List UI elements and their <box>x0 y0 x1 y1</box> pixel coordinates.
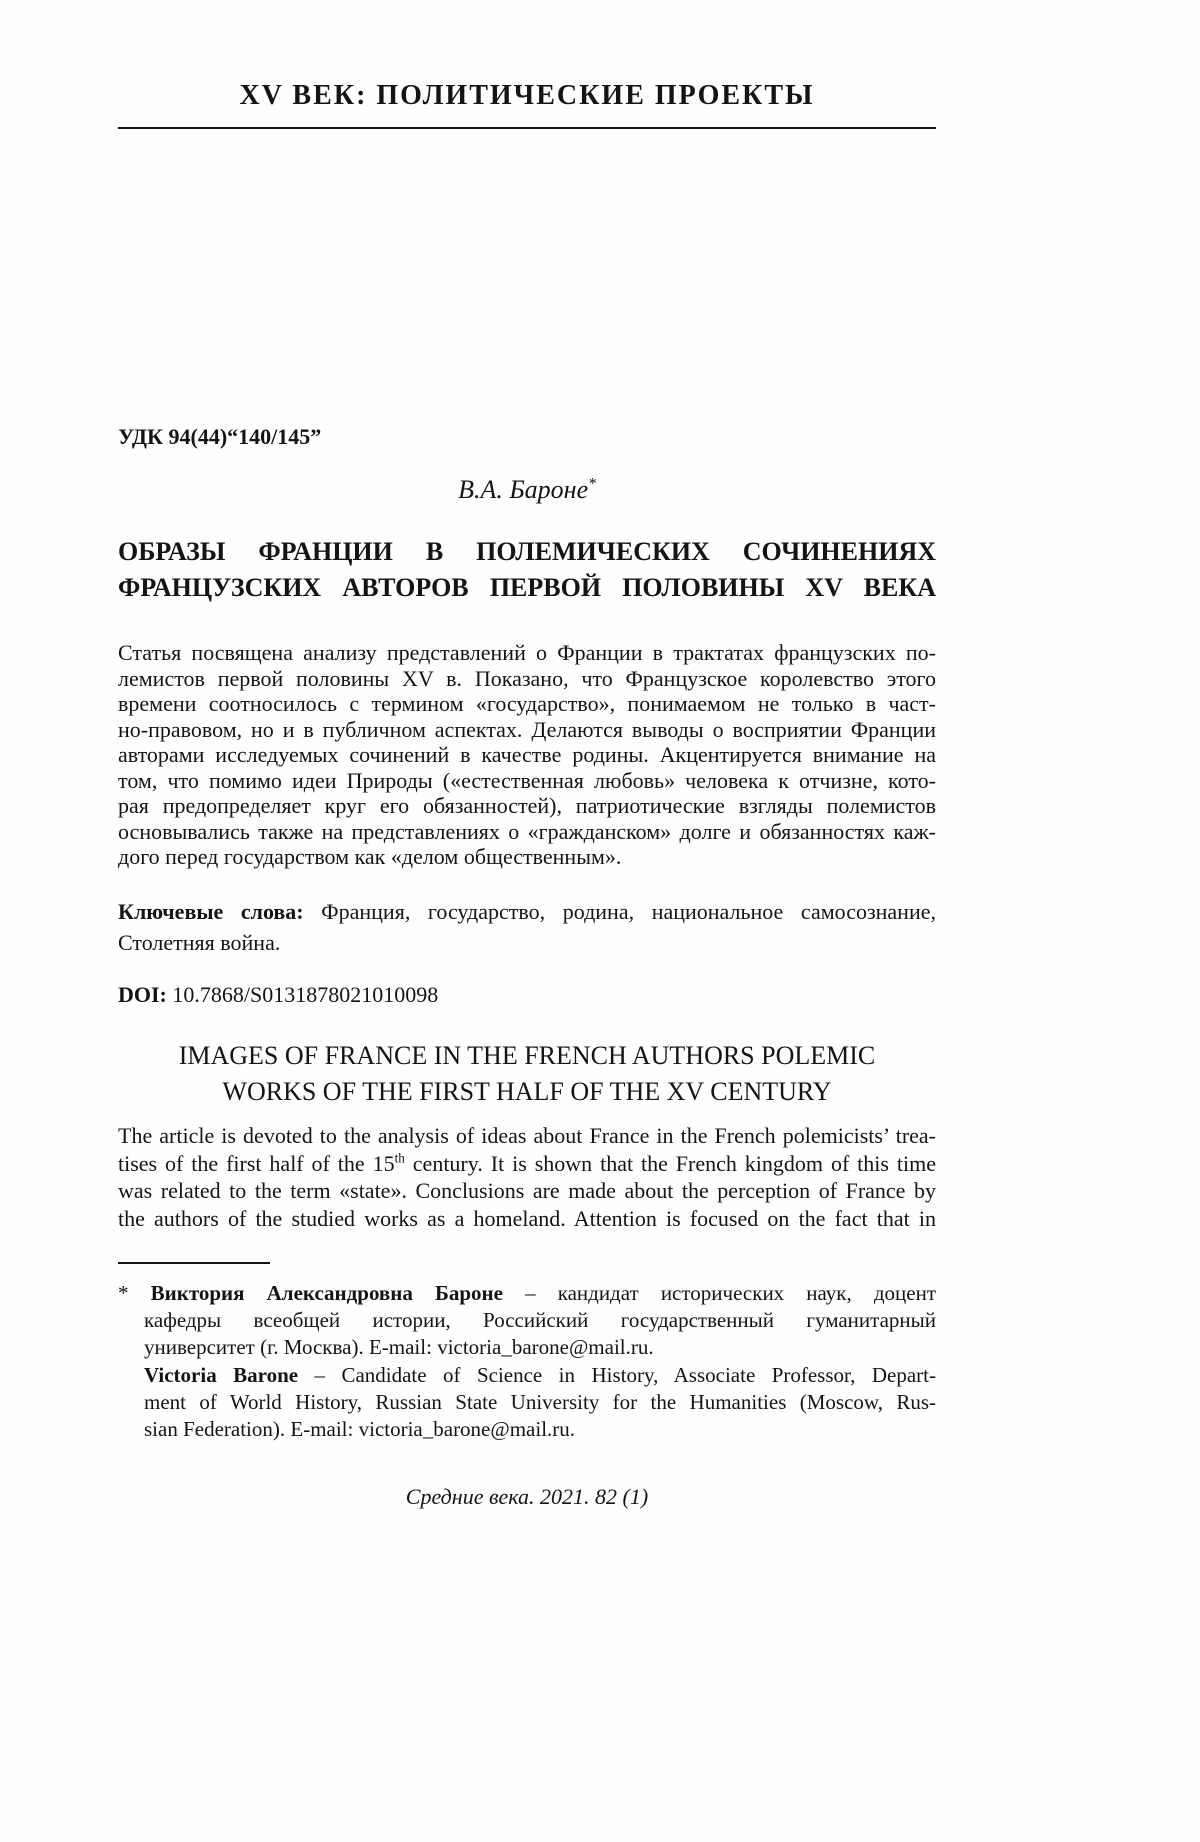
footnote-en <box>144 1362 936 1444</box>
text-line: * Виктория Александровна Бароне – кандидат исторических наук, доцент <box>118 1281 937 1305</box>
doi-value: 10.7868/S0131878021010098 <box>166 982 439 1007</box>
text-line: ФРАНЦУЗСКИХ АВТОРОВ ПЕРВОЙ ПОЛОВИНЫ XV ВЕКА <box>118 573 936 602</box>
text-line: В.А. Бароне* <box>458 475 596 504</box>
text-line: основывались также на представлениях о «гражданском» долге и обязанностях каж- <box>118 818 936 844</box>
text-line: ОБРАЗЫ ФРАНЦИИ В ПОЛЕМИЧЕСКИХ СОЧИНЕНИЯХ <box>118 537 936 566</box>
author-line <box>118 474 936 506</box>
text-line: но-правовом, но и в публичном аспектах. Делаются выводы о восприятии Франции <box>118 716 936 742</box>
text-line: рая предопределяет круг его обязанностей), патриотические взгляды полемистов <box>118 793 936 818</box>
text-line: том, что помимо идеи Природы («естественная любовь» человека к отчизне, кото- <box>118 767 936 793</box>
text-line: Статья посвящена анализу представлений о Франции в трактатах французских по- <box>118 640 936 665</box>
abstract-ru <box>118 640 936 870</box>
text-line: университет (г. Москва). E-mail: victoria_barone@mail.ru. <box>144 1335 654 1360</box>
journal-footer: Средние века. 2021. 82 (1) <box>405 1484 649 1509</box>
footnote <box>118 1280 936 1443</box>
text-line: авторами исследуемых сочинений в качестве родины. Акцентируется внимание на <box>118 742 936 767</box>
keywords <box>118 896 936 958</box>
doi-label: DOI: <box>118 982 167 1007</box>
text-line: времени соотносилось с термином «государство», понимаемом не только в част- <box>118 691 936 716</box>
text-line: was related to the term «state». Conclusions are made about the perception of France by <box>118 1178 936 1203</box>
text-line: the authors of the studied works as a homeland. Attention is focused on the fact that in <box>118 1205 936 1231</box>
text-line: Столетняя война. <box>118 930 281 955</box>
article-title-en <box>118 1038 936 1110</box>
text-line: лемистов первой половины XV в. Показано, что Французское королевство этого <box>118 665 936 691</box>
running-head: XV ВЕК: ПОЛИТИЧЕСКИЕ ПРОЕКТЫ <box>239 80 815 111</box>
text-line: Victoria Barone – Candidate of Science in History, Associate Professor, Depart- <box>144 1362 936 1387</box>
header-rule <box>118 127 936 129</box>
abstract-en <box>118 1122 936 1232</box>
udc-code: УДК 94(44)“140/145” <box>118 424 322 449</box>
article-title-ru <box>118 534 936 606</box>
text-line: tises of the first half of the 15th century. It is shown that the French kingdom of this time <box>118 1150 936 1176</box>
text-line: IMAGES OF FRANCE IN THE FRENCH AUTHORS POLEMIC <box>178 1041 876 1070</box>
text-line: sian Federation). E-mail: victoria_barone@mail.ru. <box>144 1417 576 1442</box>
text-line: кафедры всеобщей истории, Российский государственный гуманитарный <box>144 1308 936 1333</box>
text-line: дого перед государством как «делом общественным». <box>118 844 622 869</box>
footnote-ru <box>118 1280 937 1362</box>
text-line: The article is devoted to the analysis of ideas about France in the French polemicists’ trea- <box>118 1123 936 1148</box>
footnote-separator <box>118 1262 270 1264</box>
text-line: Ключевые слова: Франция, государство, родина, национальное самосознание, <box>118 899 936 924</box>
text-line: WORKS OF THE FIRST HALF OF THE XV CENTURY <box>222 1077 832 1106</box>
doi-line <box>118 982 936 1008</box>
text-line: ment of World History, Russian State University for the Humanities (Moscow, Rus- <box>144 1389 936 1414</box>
